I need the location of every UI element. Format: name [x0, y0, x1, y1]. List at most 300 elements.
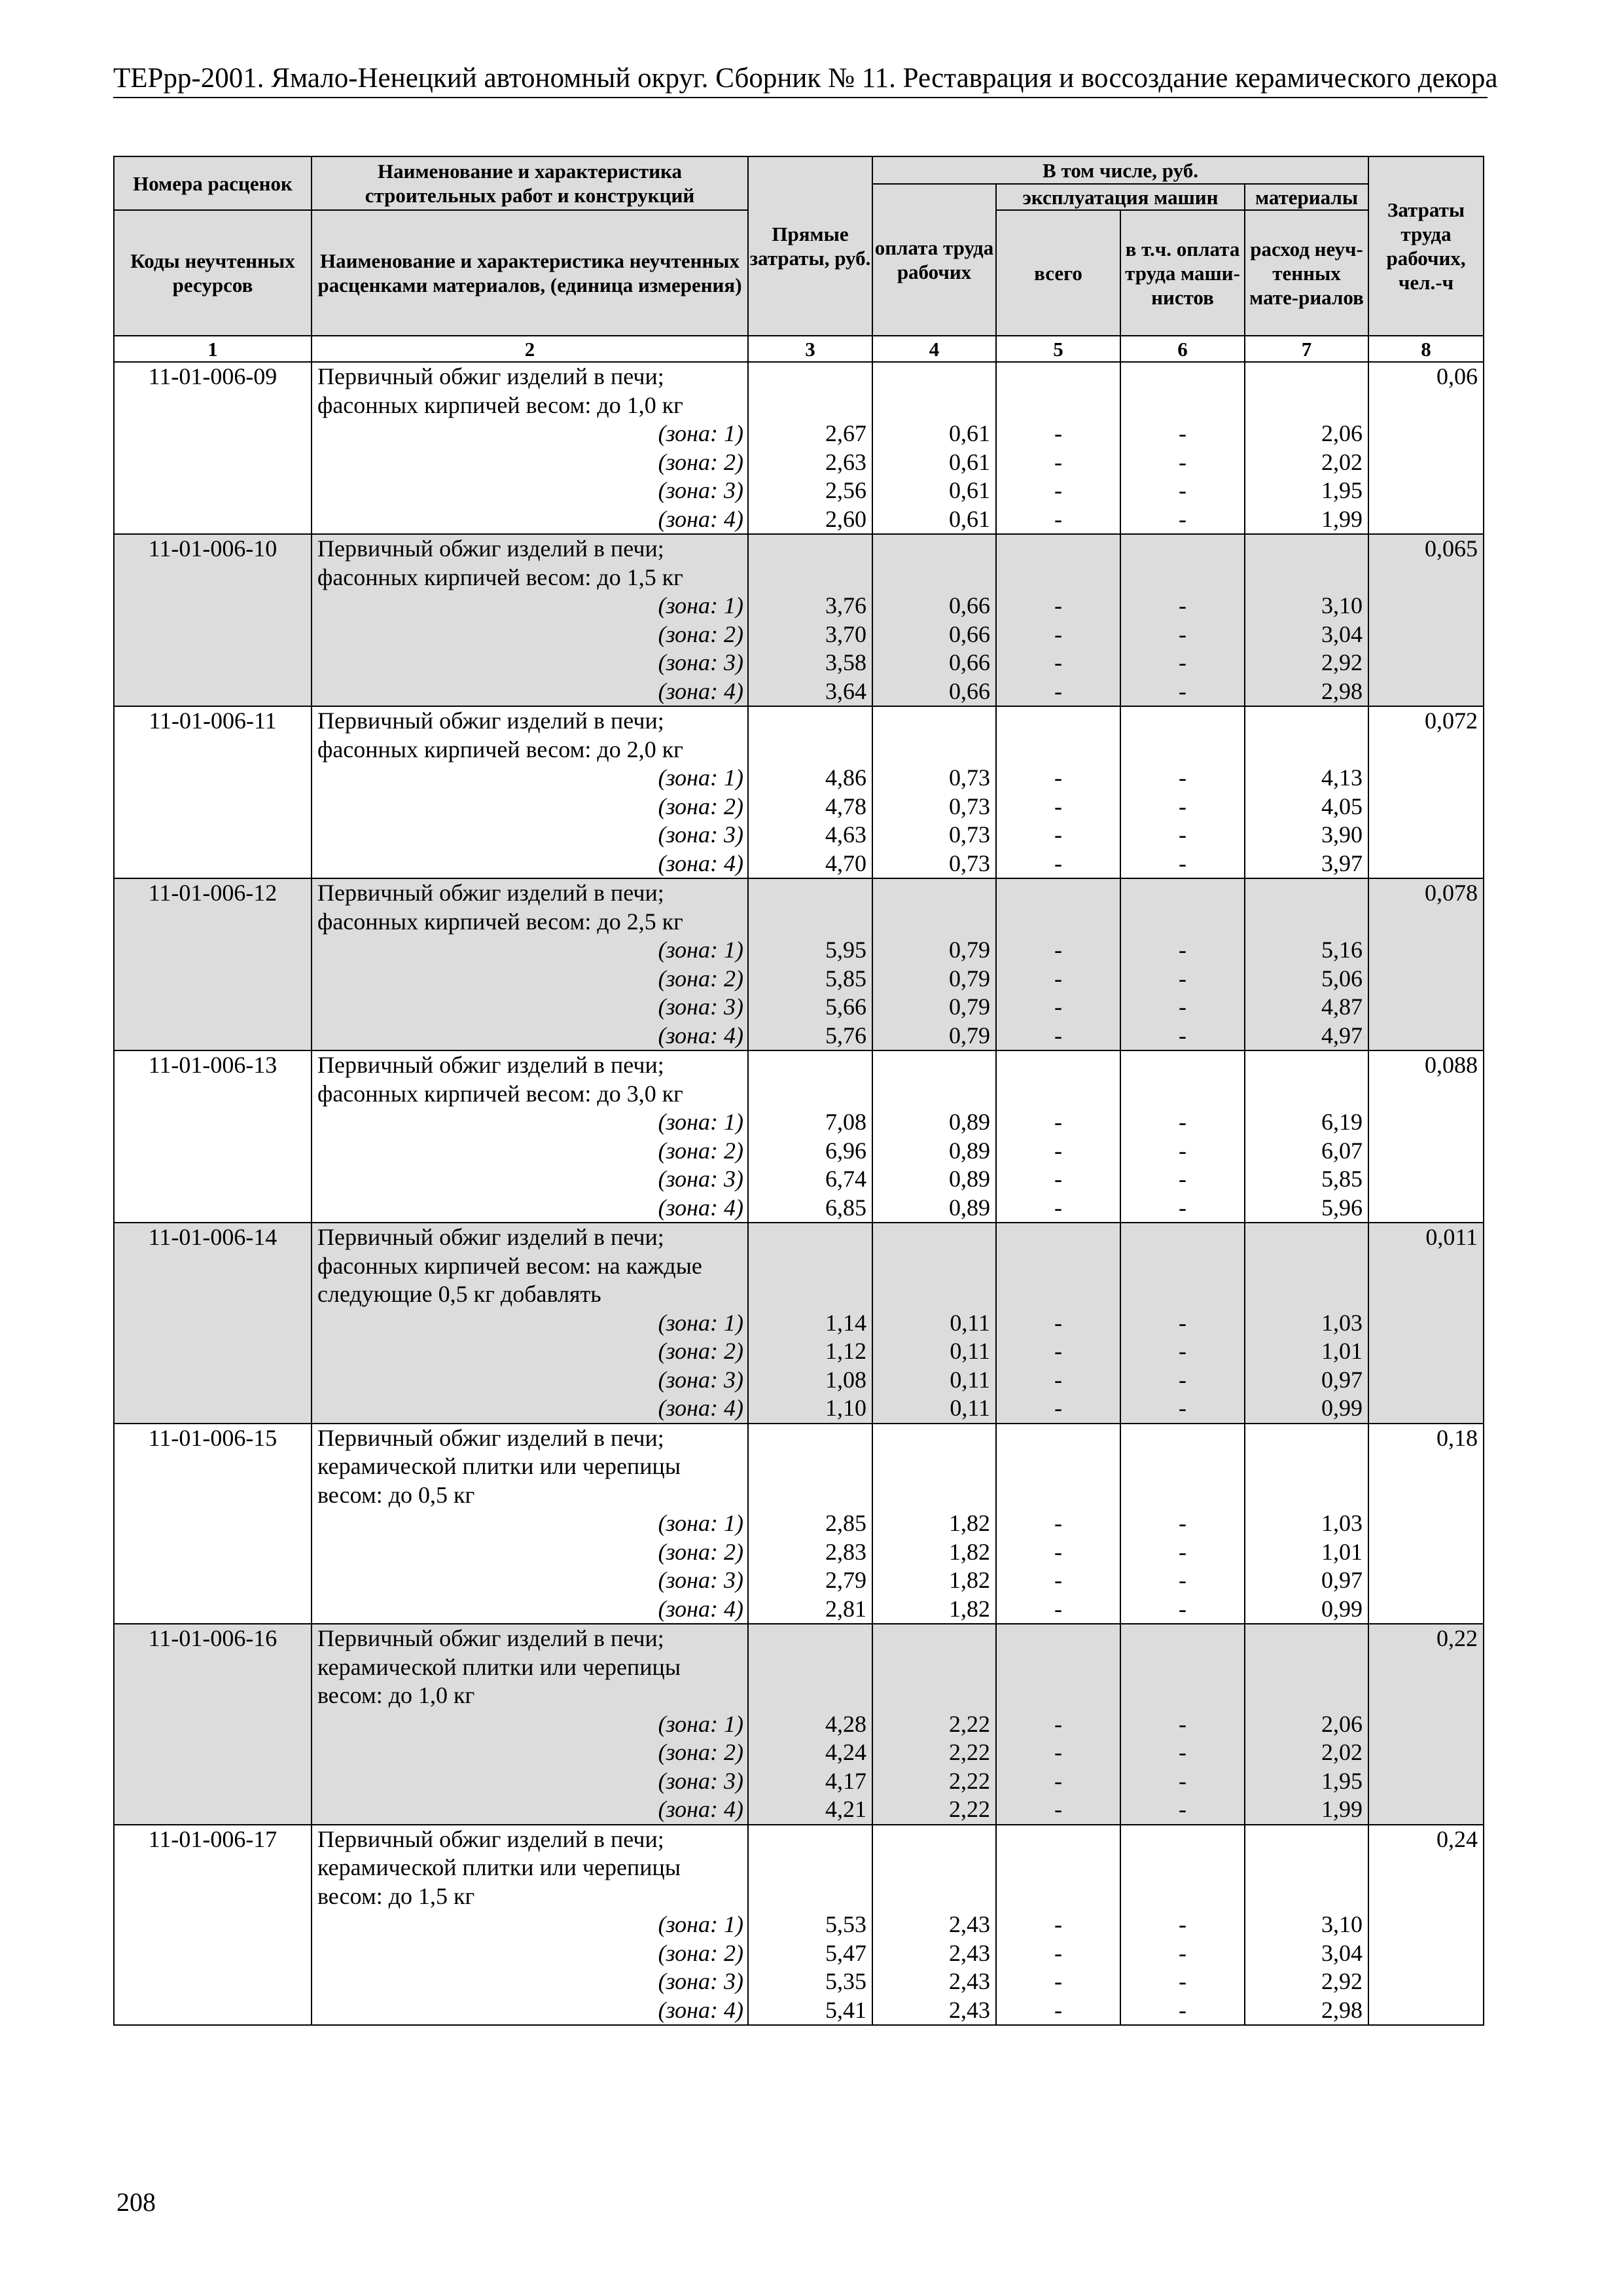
worker-pay-value: 0,73: [949, 850, 990, 876]
machine-total-value: -: [1054, 505, 1062, 532]
machinist-pay-value: -: [1179, 448, 1186, 475]
zone-label: (зона: 1): [658, 592, 743, 619]
machinist-pay-value-cell: [1120, 1223, 1245, 1424]
machine-total-value: -: [1054, 1939, 1062, 1966]
spacer: [997, 1424, 1120, 1453]
spacer: [997, 391, 1120, 420]
worker-pay-value-cell: [872, 362, 996, 534]
zone-label: (зона: 2): [658, 1939, 743, 1966]
material-value-cell: [1245, 534, 1368, 706]
material-value: 0,99: [1321, 1595, 1363, 1622]
direct-cost-value: 1,10: [825, 1395, 866, 1421]
material-value: 3,10: [1321, 1911, 1363, 1937]
spacer: [873, 1882, 990, 1911]
spacer: [1245, 391, 1363, 420]
machinist-pay-value: -: [1179, 1939, 1186, 1966]
machine-total-value: -: [1054, 1739, 1062, 1765]
labor-cost-value: 0,065: [1368, 534, 1484, 706]
direct-cost-value: 2,63: [825, 448, 866, 475]
spacer: [1245, 1223, 1363, 1252]
rate-code: 11-01-006-11: [114, 706, 312, 878]
zone-label: (зона: 4): [658, 1595, 743, 1622]
zone-label: (зона: 4): [658, 505, 743, 532]
spacer: [997, 1825, 1120, 1854]
table-body: [114, 362, 1484, 2025]
machine-total-value: -: [1054, 592, 1062, 619]
material-value-cell: [1245, 1424, 1368, 1624]
spacer: [997, 535, 1120, 564]
worker-pay-value: 0,66: [949, 677, 990, 704]
spacer: [749, 1481, 866, 1510]
direct-cost-value: 5,41: [825, 1996, 866, 2023]
rates-table: [113, 156, 1484, 2026]
description-line: фасонных кирпичей весом: до 2,0 кг: [317, 736, 683, 762]
machinist-pay-value-cell: [1120, 362, 1245, 534]
spacer: [1121, 1653, 1244, 1682]
material-value: 2,92: [1321, 649, 1363, 675]
machinist-pay-value: -: [1179, 850, 1186, 876]
machinist-pay-value: -: [1179, 1739, 1186, 1765]
worker-pay-value: 0,73: [949, 821, 990, 848]
page-number: 208: [116, 2187, 156, 2217]
direct-cost-value: 4,28: [825, 1710, 866, 1737]
machine-total-value: -: [1054, 1796, 1062, 1822]
column-number: 5: [996, 336, 1120, 362]
labor-cost-value: 0,24: [1368, 1825, 1484, 2026]
header-direct-costs: Прямые затраты, руб.: [748, 156, 872, 336]
material-value: 6,07: [1321, 1137, 1363, 1164]
direct-cost-value: 2,56: [825, 477, 866, 503]
direct-cost-value: 4,17: [825, 1767, 866, 1794]
spacer: [873, 1280, 990, 1309]
zone-label: (зона: 1): [658, 1710, 743, 1737]
spacer: [997, 1882, 1120, 1911]
rate-code: 11-01-006-14: [114, 1223, 312, 1424]
material-value: 4,87: [1321, 994, 1363, 1020]
machine-total-value: -: [1054, 1194, 1062, 1221]
machinist-pay-value-cell: [1120, 706, 1245, 878]
description-line: Первичный обжиг изделий в печи;: [317, 1825, 664, 1852]
spacer: [1121, 1424, 1244, 1453]
zone-label: (зона: 3): [658, 1767, 743, 1794]
machinist-pay-value: -: [1179, 1538, 1186, 1565]
direct-cost-value: 2,85: [825, 1510, 866, 1536]
material-value: 3,97: [1321, 850, 1363, 876]
description-line: Первичный обжиг изделий в печи;: [317, 363, 664, 389]
spacer: [873, 879, 990, 908]
direct-cost-value: 5,66: [825, 994, 866, 1020]
work-description: [312, 1424, 748, 1624]
spacer: [873, 1825, 990, 1854]
worker-pay-value-cell: [872, 1825, 996, 2026]
machine-total-value-cell: [996, 1825, 1120, 2026]
spacer: [873, 1252, 990, 1281]
spacer: [997, 707, 1120, 736]
worker-pay-value: 0,73: [949, 793, 990, 819]
table-row: [114, 1424, 1484, 1624]
description-line: фасонных кирпичей весом: до 1,5 кг: [317, 564, 683, 590]
spacer: [1121, 1280, 1244, 1309]
machine-total-value: -: [1054, 1567, 1062, 1593]
direct-cost-value-cell: [748, 1424, 872, 1624]
spacer: [749, 1452, 866, 1481]
spacer: [1121, 391, 1244, 420]
spacer: [997, 1481, 1120, 1510]
spacer: [873, 1624, 990, 1653]
machinist-pay-value: -: [1179, 1968, 1186, 1994]
description-line: Первичный обжиг изделий в печи;: [317, 1424, 664, 1451]
description-line: Первичный обжиг изделий в печи;: [317, 1625, 664, 1651]
direct-cost-value: 6,96: [825, 1137, 866, 1164]
zone-label: (зона: 2): [658, 448, 743, 475]
labor-cost-value: 0,22: [1368, 1624, 1484, 1825]
machinist-pay-value: -: [1179, 994, 1186, 1020]
description-line: керамической плитки или черепицы: [317, 1854, 681, 1880]
work-description: [312, 1223, 748, 1424]
description-line: фасонных кирпичей весом: до 3,0 кг: [317, 1080, 683, 1107]
spacer: [873, 391, 990, 420]
direct-cost-value: 5,76: [825, 1022, 866, 1049]
spacer: [749, 736, 866, 764]
table-row: [114, 1223, 1484, 1424]
machine-total-value: -: [1054, 1996, 1062, 2023]
worker-pay-value: 0,79: [949, 1022, 990, 1049]
spacer: [1245, 535, 1363, 564]
header-machine-total: всего: [996, 210, 1120, 336]
zone-label: (зона: 4): [658, 1395, 743, 1421]
header-rate-numbers: Номера расценок: [114, 156, 312, 210]
description-line: следующие 0,5 кг добавлять: [317, 1281, 601, 1307]
direct-cost-value: 6,85: [825, 1194, 866, 1221]
machine-total-value: -: [1054, 937, 1062, 963]
zone-label: (зона: 4): [658, 677, 743, 704]
spacer: [1245, 1653, 1363, 1682]
machine-total-value-cell: [996, 1624, 1120, 1825]
spacer: [1121, 1051, 1244, 1080]
machine-total-value: -: [1054, 1510, 1062, 1536]
machine-total-value: -: [1054, 1137, 1062, 1164]
machine-total-value: -: [1054, 1309, 1062, 1336]
direct-cost-value-cell: [748, 1825, 872, 2026]
worker-pay-value: 2,43: [949, 1911, 990, 1937]
machine-total-value: -: [1054, 620, 1062, 647]
header-work-name: Наименование и характеристика строительных работ и конструкций: [312, 156, 748, 210]
worker-pay-value: 0,66: [949, 592, 990, 619]
zone-label: (зона: 3): [658, 1567, 743, 1593]
zone-label: (зона: 1): [658, 420, 743, 446]
material-value: 1,95: [1321, 477, 1363, 503]
spacer: [873, 1481, 990, 1510]
machinist-pay-value: -: [1179, 649, 1186, 675]
description-line: керамической плитки или черепицы: [317, 1453, 681, 1479]
work-description: [312, 706, 748, 878]
machine-total-value-cell: [996, 706, 1120, 878]
machine-total-value: -: [1054, 1767, 1062, 1794]
spacer: [997, 1051, 1120, 1080]
spacer: [997, 1681, 1120, 1710]
worker-pay-value: 1,82: [949, 1538, 990, 1565]
spacer: [749, 1825, 866, 1854]
machine-total-value-cell: [996, 534, 1120, 706]
spacer: [1245, 1252, 1363, 1281]
worker-pay-value: 1,82: [949, 1595, 990, 1622]
spacer: [749, 1252, 866, 1281]
spacer: [873, 1080, 990, 1109]
work-description: [312, 534, 748, 706]
work-description: [312, 1825, 748, 2026]
material-value: 0,97: [1321, 1567, 1363, 1593]
header-machinist-pay: в т.ч. оплата труда маши-нистов: [1120, 210, 1245, 336]
column-number: 2: [312, 336, 748, 362]
material-value: 2,06: [1321, 1710, 1363, 1737]
machinist-pay-value: -: [1179, 420, 1186, 446]
spacer: [997, 736, 1120, 764]
spacer: [1245, 1452, 1363, 1481]
spacer: [997, 1624, 1120, 1653]
worker-pay-value-cell: [872, 1050, 996, 1223]
direct-cost-value: 5,47: [825, 1939, 866, 1966]
machine-total-value: -: [1054, 1595, 1062, 1622]
zone-label: (зона: 2): [658, 1338, 743, 1364]
zone-label: (зона: 2): [658, 965, 743, 992]
labor-cost-value: 0,06: [1368, 362, 1484, 534]
table-row: [114, 878, 1484, 1050]
material-value: 6,19: [1321, 1109, 1363, 1135]
material-value-cell: [1245, 1624, 1368, 1825]
work-description: [312, 362, 748, 534]
machinist-pay-value: -: [1179, 1309, 1186, 1336]
machinist-pay-value: -: [1179, 1137, 1186, 1164]
spacer: [997, 1854, 1120, 1882]
spacer: [1121, 879, 1244, 908]
machine-total-value: -: [1054, 1022, 1062, 1049]
spacer: [997, 908, 1120, 937]
table-header: [114, 156, 1484, 362]
spacer: [1245, 879, 1363, 908]
worker-pay-value-cell: [872, 1424, 996, 1624]
machine-total-value: -: [1054, 1395, 1062, 1421]
zone-label: (зона: 4): [658, 1022, 743, 1049]
machinist-pay-value: -: [1179, 1996, 1186, 2023]
work-description: [312, 878, 748, 1050]
spacer: [749, 1280, 866, 1309]
direct-cost-value: 3,58: [825, 649, 866, 675]
direct-cost-value-cell: [748, 878, 872, 1050]
machinist-pay-value: -: [1179, 1395, 1186, 1421]
description-line: весом: до 1,0 кг: [317, 1682, 475, 1708]
worker-pay-value: 0,61: [949, 448, 990, 475]
spacer: [749, 363, 866, 391]
zone-label: (зона: 4): [658, 1194, 743, 1221]
material-value: 1,03: [1321, 1309, 1363, 1336]
direct-cost-value: 5,35: [825, 1968, 866, 1994]
worker-pay-value: 2,22: [949, 1767, 990, 1794]
spacer: [749, 1653, 866, 1682]
table-row: [114, 362, 1484, 534]
zone-label: (зона: 3): [658, 477, 743, 503]
spacer: [997, 1452, 1120, 1481]
machine-total-value: -: [1054, 448, 1062, 475]
machinist-pay-value: -: [1179, 620, 1186, 647]
column-number: 4: [872, 336, 996, 362]
material-value: 1,01: [1321, 1338, 1363, 1364]
zone-label: (зона: 3): [658, 649, 743, 675]
material-value: 2,92: [1321, 1968, 1363, 1994]
material-value: 3,10: [1321, 592, 1363, 619]
machinist-pay-value-cell: [1120, 1050, 1245, 1223]
table-row: [114, 534, 1484, 706]
machinist-pay-value: -: [1179, 1567, 1186, 1593]
zone-label: (зона: 1): [658, 1109, 743, 1135]
direct-cost-value: 4,78: [825, 793, 866, 819]
spacer: [873, 1681, 990, 1710]
direct-cost-value: 2,79: [825, 1567, 866, 1593]
material-value-cell: [1245, 706, 1368, 878]
worker-pay-value: 0,89: [949, 1109, 990, 1135]
worker-pay-value: 2,43: [949, 1939, 990, 1966]
material-value: 3,04: [1321, 620, 1363, 647]
direct-cost-value: 7,08: [825, 1109, 866, 1135]
material-value: 5,96: [1321, 1194, 1363, 1221]
table-row: [114, 1624, 1484, 1825]
spacer: [1245, 707, 1363, 736]
spacer: [1245, 1080, 1363, 1109]
machine-total-value-cell: [996, 362, 1120, 534]
material-value: 2,02: [1321, 448, 1363, 475]
labor-cost-value: 0,18: [1368, 1424, 1484, 1624]
worker-pay-value: 0,89: [949, 1166, 990, 1192]
machinist-pay-value: -: [1179, 677, 1186, 704]
worker-pay-value-cell: [872, 706, 996, 878]
header-worker-pay: оплата труда рабочих: [872, 184, 996, 336]
material-value: 5,06: [1321, 965, 1363, 992]
spacer: [873, 1653, 990, 1682]
direct-cost-value-cell: [748, 1050, 872, 1223]
spacer: [873, 707, 990, 736]
rate-code: 11-01-006-13: [114, 1050, 312, 1223]
spacer: [749, 707, 866, 736]
spacer: [873, 908, 990, 937]
material-value: 1,99: [1321, 505, 1363, 532]
zone-label: (зона: 2): [658, 1538, 743, 1565]
spacer: [997, 879, 1120, 908]
worker-pay-value: 0,89: [949, 1194, 990, 1221]
direct-cost-value-cell: [748, 534, 872, 706]
machinist-pay-value: -: [1179, 1796, 1186, 1822]
direct-cost-value: 3,70: [825, 620, 866, 647]
spacer: [997, 363, 1120, 391]
machinist-pay-value: -: [1179, 1767, 1186, 1794]
material-value-cell: [1245, 1223, 1368, 1424]
spacer: [1121, 707, 1244, 736]
worker-pay-value: 2,43: [949, 1968, 990, 1994]
machine-total-value: -: [1054, 850, 1062, 876]
header-machine-operation: эксплуатация машин: [996, 184, 1245, 210]
worker-pay-value: 0,79: [949, 965, 990, 992]
material-value-cell: [1245, 1050, 1368, 1223]
header-materials: материалы: [1245, 184, 1368, 210]
rate-code: 11-01-006-12: [114, 878, 312, 1050]
spacer: [1121, 1882, 1244, 1911]
header-divider: [113, 97, 1488, 98]
direct-cost-value: 3,76: [825, 592, 866, 619]
labor-cost-value: 0,078: [1368, 878, 1484, 1050]
spacer: [873, 1854, 990, 1882]
spacer: [1245, 1051, 1363, 1080]
spacer: [749, 391, 866, 420]
worker-pay-value: 0,79: [949, 937, 990, 963]
direct-cost-value: 1,08: [825, 1366, 866, 1393]
spacer: [1121, 1681, 1244, 1710]
description-line: Первичный обжиг изделий в печи;: [317, 708, 664, 734]
machine-total-value-cell: [996, 878, 1120, 1050]
machinist-pay-value-cell: [1120, 1424, 1245, 1624]
direct-cost-value: 2,83: [825, 1538, 866, 1565]
machine-total-value-cell: [996, 1050, 1120, 1223]
direct-cost-value: 4,24: [825, 1739, 866, 1765]
spacer: [873, 1223, 990, 1252]
description-line: фасонных кирпичей весом: до 1,0 кг: [317, 391, 683, 418]
worker-pay-value: 0,89: [949, 1137, 990, 1164]
zone-label: (зона: 3): [658, 1968, 743, 1994]
spacer: [1245, 1681, 1363, 1710]
material-value: 2,98: [1321, 677, 1363, 704]
direct-cost-value: 2,81: [825, 1595, 866, 1622]
zone-label: (зона: 1): [658, 1309, 743, 1336]
material-value: 3,90: [1321, 821, 1363, 848]
spacer: [1245, 1882, 1363, 1911]
spacer: [1245, 1825, 1363, 1854]
machinist-pay-value-cell: [1120, 878, 1245, 1050]
direct-cost-value-cell: [748, 706, 872, 878]
zone-label: (зона: 1): [658, 1510, 743, 1536]
material-value-cell: [1245, 1825, 1368, 2026]
zone-label: (зона: 4): [658, 850, 743, 876]
worker-pay-value-cell: [872, 534, 996, 706]
worker-pay-value: 0,11: [950, 1395, 990, 1421]
spacer: [997, 1252, 1120, 1281]
spacer: [873, 736, 990, 764]
spacer: [1245, 363, 1363, 391]
zone-label: (зона: 2): [658, 1137, 743, 1164]
description-line: Первичный обжиг изделий в печи;: [317, 1224, 664, 1250]
spacer: [749, 879, 866, 908]
worker-pay-value: 0,61: [949, 505, 990, 532]
zone-label: (зона: 2): [658, 1739, 743, 1765]
machinist-pay-value: -: [1179, 477, 1186, 503]
material-value: 1,99: [1321, 1796, 1363, 1822]
rate-code: 11-01-006-17: [114, 1825, 312, 2026]
spacer: [1121, 363, 1244, 391]
spacer: [749, 1854, 866, 1882]
direct-cost-value: 2,67: [825, 420, 866, 446]
machinist-pay-value: -: [1179, 793, 1186, 819]
material-value: 1,01: [1321, 1538, 1363, 1565]
spacer: [1245, 736, 1363, 764]
material-value-cell: [1245, 878, 1368, 1050]
zone-label: (зона: 2): [658, 793, 743, 819]
material-value: 0,97: [1321, 1366, 1363, 1393]
spacer: [997, 564, 1120, 592]
column-number: 6: [1120, 336, 1245, 362]
worker-pay-value: 2,22: [949, 1796, 990, 1822]
worker-pay-value: 1,82: [949, 1567, 990, 1593]
spacer: [1245, 564, 1363, 592]
material-value: 4,13: [1321, 764, 1363, 791]
spacer: [749, 1080, 866, 1109]
zone-label: (зона: 2): [658, 620, 743, 647]
worker-pay-value: 2,22: [949, 1739, 990, 1765]
